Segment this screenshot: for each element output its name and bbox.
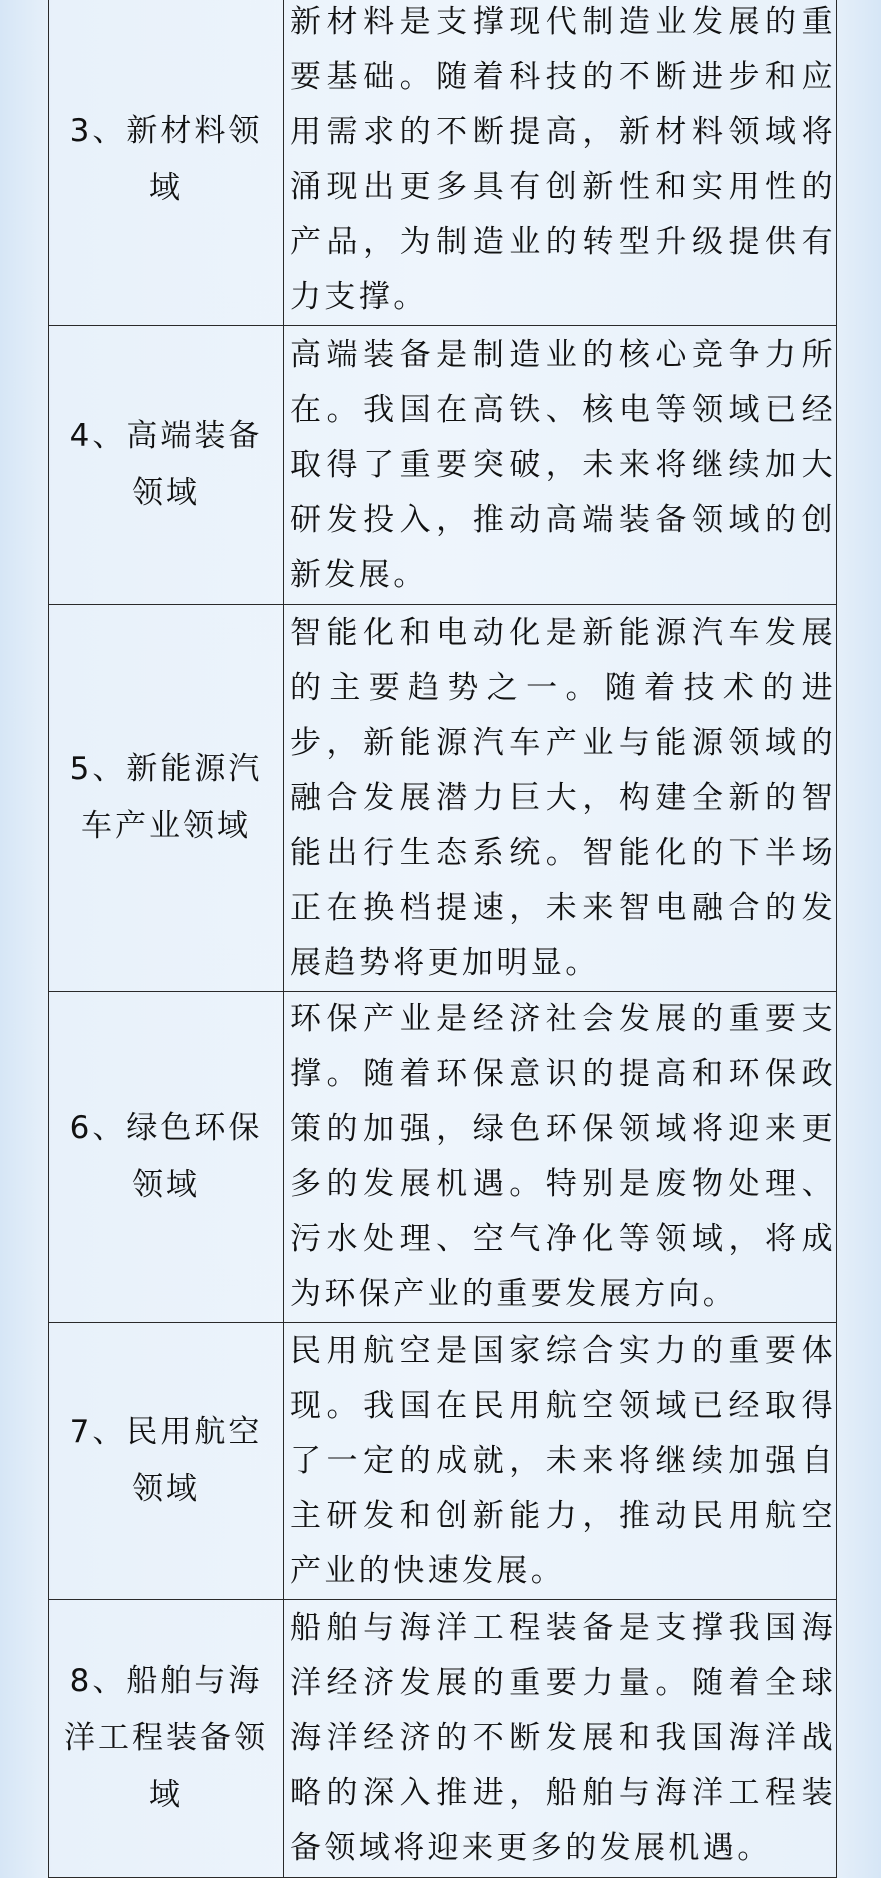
field-description-cell — [284, 1323, 837, 1600]
field-name-cell — [49, 0, 284, 326]
field-description-cell — [284, 992, 837, 1323]
industry-fields-table — [48, 0, 837, 1878]
field-name: 8、船舶与海洋工程装备领域 — [64, 1663, 268, 1813]
field-description: 民用航空是国家综合实力的重要体现。我国在民用航空领域已经取得了一定的成就，未来将继续加强自主研发和创新能力，推动民用航空产业的快速发展。 — [290, 1332, 836, 1589]
table-row — [49, 326, 837, 605]
field-description-cell — [284, 605, 837, 992]
field-name-cell — [49, 1600, 284, 1878]
field-name-cell — [49, 992, 284, 1323]
field-name: 5、新能源汽车产业领域 — [69, 751, 263, 844]
field-description: 智能化和电动化是新能源汽车发展的主要趋势之一。随着技术的进步，新能源汽车产业与能源领域的融合发展潜力巨大，构建全新的智能出行生态系统。智能化的下半场正在换档提速，未来智电融合的发展趋势将更加明显。 — [290, 614, 836, 981]
field-description: 船舶与海洋工程装备是支撑我国海洋经济发展的重要力量。随着全球海洋经济的不断发展和我国海洋战略的深入推进，船舶与海洋工程装备领域将迎来更多的发展机遇。 — [290, 1610, 836, 1866]
table-row — [49, 605, 837, 992]
table-row — [49, 1600, 837, 1878]
table-row — [49, 0, 837, 326]
field-description: 新材料是支撑现代制造业发展的重要基础。随着科技的不断进步和应用需求的不断提高，新材料领域将涌现出更多具有创新性和实用性的产品，为制造业的转型升级提供有力支撑。 — [290, 4, 836, 315]
field-description-cell — [284, 326, 837, 605]
field-name: 4、高端装备领域 — [69, 418, 263, 511]
field-name: 3、新材料领域 — [69, 113, 263, 206]
field-name-cell — [49, 1323, 284, 1600]
field-description: 环保产业是经济社会发展的重要支撑。随着环保意识的提高和环保政策的加强，绿色环保领域将迎来更多的发展机遇。特别是废物处理、污水处理、空气净化等领域，将成为环保产业的重要发展方向。 — [290, 1001, 836, 1312]
table-row — [49, 1323, 837, 1600]
field-name: 7、民用航空领域 — [69, 1414, 263, 1507]
table-row — [49, 992, 837, 1323]
field-name-cell — [49, 605, 284, 992]
field-description-cell — [284, 0, 837, 326]
field-name-cell — [49, 326, 284, 605]
field-description: 高端装备是制造业的核心竞争力所在。我国在高铁、核电等领域已经取得了重要突破，未来将继续加大研发投入，推动高端装备领域的创新发展。 — [290, 336, 836, 593]
field-description-cell — [284, 1600, 837, 1878]
field-name: 6、绿色环保领域 — [69, 1110, 263, 1203]
